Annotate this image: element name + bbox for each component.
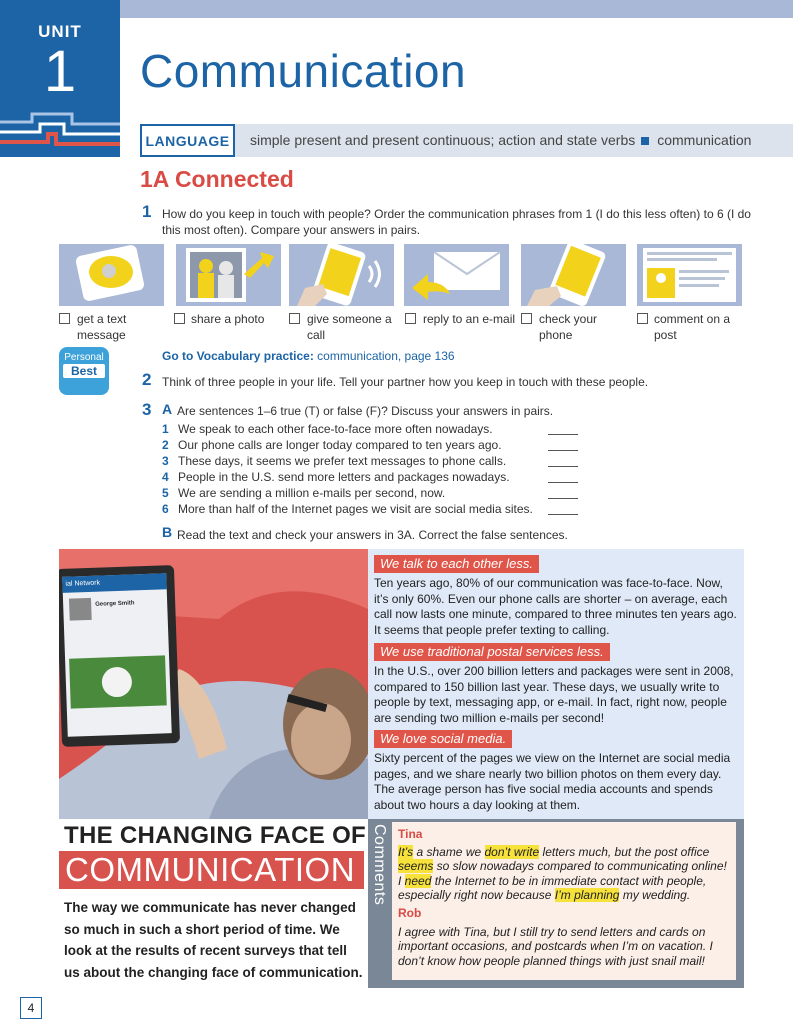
highlight: I’m planning	[554, 887, 620, 902]
section-title: 1A Connected	[140, 166, 294, 192]
list-item	[162, 454, 582, 470]
item-text: Our phone calls are longer today compared to ten years ago.	[178, 438, 502, 452]
option-label: reply to an e-mail	[423, 312, 516, 326]
list-item	[162, 422, 582, 438]
paragraph-heading: We use traditional postal services less.	[374, 643, 610, 661]
phone-message-icon	[59, 244, 164, 306]
option-label: check your phone	[539, 312, 598, 342]
comments-box	[392, 822, 736, 980]
item-text: We are sending a million e-mails per second, now.	[178, 486, 446, 500]
phone-call-icon	[289, 244, 394, 306]
vocab-link-bold: Go to Vocabulary practice:	[162, 349, 314, 363]
email-reply-icon	[404, 244, 509, 306]
item-text: These days, it seems we prefer text messages to phone calls.	[178, 454, 507, 468]
comment-text: I agree with Tina, but I still try to send letters and cards on important occasions, and postcards when I’m on vacation. I don’t know how people planned things with just snail mail!	[398, 925, 713, 968]
item-number: 3	[162, 454, 169, 468]
exercise-1-instruction: How do you keep in touch with people? Order the communication phrases from 1 (I do this less often) to 6 (I do this most often). Compare your answers in pairs.	[162, 207, 751, 237]
item-text: People in the U.S. send more letters and packages nowadays.	[178, 470, 510, 484]
tablet-screen	[62, 573, 172, 737]
exercise-3b-label: B	[162, 524, 173, 540]
comment-segment: a shame we	[413, 845, 485, 859]
option-label: comment on a post	[654, 312, 731, 342]
photo-share-icon	[176, 244, 281, 306]
item-number: 2	[162, 438, 169, 452]
answer-blank[interactable]	[548, 466, 578, 467]
answer-blank[interactable]	[548, 514, 578, 515]
checkbox-reply-email[interactable]	[405, 313, 416, 324]
comments-section	[368, 819, 744, 988]
language-text	[250, 132, 751, 148]
tablet-header: ial Network	[62, 573, 166, 593]
dandelion-photo	[69, 655, 167, 708]
article-title-block	[59, 819, 368, 988]
phone-check-icon	[521, 244, 626, 306]
paragraph-heading: We talk to each other less.	[374, 555, 539, 573]
article-photo	[59, 549, 368, 819]
exercise-3b-instruction: Read the text and check your answers in 3A. Correct the false sentences.	[177, 528, 568, 542]
avatar	[69, 598, 92, 621]
checkbox-check-phone[interactable]	[521, 313, 532, 324]
item-number: 1	[162, 422, 169, 436]
list-item	[162, 438, 582, 454]
tablet	[59, 565, 180, 747]
exercise-3-number: 3	[142, 400, 152, 419]
dandelion-icon	[101, 667, 132, 698]
answer-blank[interactable]	[548, 450, 578, 451]
page-title: Communication	[140, 45, 467, 97]
top-bar	[120, 0, 793, 18]
vocab-link[interactable]	[162, 349, 455, 363]
article	[59, 549, 744, 988]
list-item	[162, 502, 582, 518]
comment-text	[398, 845, 732, 902]
option-label: get a text message	[77, 312, 127, 342]
paragraph-heading: We love social media.	[374, 730, 512, 748]
comment-segment: the Internet to be in immediate contact with people, especially right now because	[398, 873, 707, 902]
unit-label: UNIT	[38, 22, 82, 41]
language-grammar: simple present and present continuous; action and state verbs	[250, 132, 636, 148]
exercise-2-instruction: Think of three people in your life. Tell your partner how you keep in touch with these people.	[162, 375, 649, 389]
personal-best-badge	[59, 347, 109, 395]
article-title-line2: COMMUNICATION	[59, 851, 364, 889]
list-item	[162, 470, 582, 486]
exercise-1-number: 1	[142, 202, 152, 221]
item-number: 5	[162, 486, 169, 500]
item-number: 4	[162, 470, 169, 484]
option-label: share a photo	[191, 312, 265, 326]
highlight: It’s	[398, 845, 414, 859]
paragraph-body: Ten years ago, 80% of our communication was face-to-face. Now, it’s only 60%. Even our phone calls are shorter – on average, each call now lasts one minute, compared to three minutes ten years ago. It seems that people prefer texting to calling.	[374, 576, 737, 637]
item-text: More than half of the Internet pages we visit are social media sites.	[178, 502, 533, 516]
highlight: don’t write	[484, 845, 540, 859]
highlight: need	[404, 873, 432, 888]
checkbox-comment-post[interactable]	[637, 313, 648, 324]
comment-author: Rob	[398, 906, 422, 920]
personal-best-bottom: Best	[63, 364, 105, 378]
square-bullet-icon	[641, 137, 649, 145]
article-title-line1: THE CHANGING FACE OF	[64, 822, 367, 849]
answer-blank[interactable]	[548, 482, 578, 483]
checkbox-share-photo[interactable]	[174, 313, 185, 324]
unit-badge	[0, 0, 120, 157]
comment-author: Tina	[398, 827, 423, 841]
comments-label	[368, 819, 390, 988]
unit-number: 1	[43, 39, 77, 104]
article-text-panel	[368, 549, 744, 819]
checkbox-get-text[interactable]	[59, 313, 70, 324]
article-intro: The way we communicate has never changed so much in such a short period of time. We look at the results of recent surveys that tell us about the changing face of communication.	[64, 900, 363, 980]
option-label: give someone a call	[307, 312, 392, 342]
highlight: seems	[398, 859, 434, 874]
checkbox-give-call[interactable]	[289, 313, 300, 324]
comment-segment: letters much, but the post office	[539, 845, 710, 859]
list-item	[162, 486, 582, 502]
language-tag: LANGUAGE	[140, 124, 235, 157]
paragraph-body: Sixty percent of the pages we view on the Internet are social media pages, and we share nearly two billion photos on them every day. The average person has five social media accounts and spends about two hours a day looking at them.	[374, 751, 731, 812]
comment-segment: so slow nowadays compared to communicating online! I	[398, 859, 727, 888]
exercise-2-number: 2	[142, 370, 152, 389]
language-bar	[140, 124, 793, 157]
comment-post-icon	[637, 244, 742, 306]
paragraph-body: In the U.S., over 200 billion letters and packages were sent in 2008, compared to 150 billion last year. These days, we usually write to people by text, messaging app, or e-mail. In fact, right now, people are sending two million e-mails per second!	[374, 664, 734, 725]
answer-blank[interactable]	[548, 434, 578, 435]
tablet-user-name: George Smith	[95, 600, 135, 608]
unit-decoration	[0, 110, 120, 157]
language-vocab: communication	[657, 132, 752, 148]
item-number: 6	[162, 502, 169, 516]
item-text: We speak to each other face-to-face more often nowadays.	[178, 422, 493, 436]
exercise-3a-instruction: Are sentences 1–6 true (T) or false (F)? Discuss your answers in pairs.	[177, 404, 554, 418]
vocab-link-rest: communication, page 136	[313, 349, 455, 363]
exercise-3a-label: A	[162, 401, 173, 417]
answer-blank[interactable]	[548, 498, 578, 499]
comment-segment: my wedding.	[619, 887, 691, 902]
comments-label-text: Comments	[371, 824, 388, 906]
page-number: 4	[20, 997, 42, 1019]
personal-best-top: Personal	[64, 352, 104, 363]
